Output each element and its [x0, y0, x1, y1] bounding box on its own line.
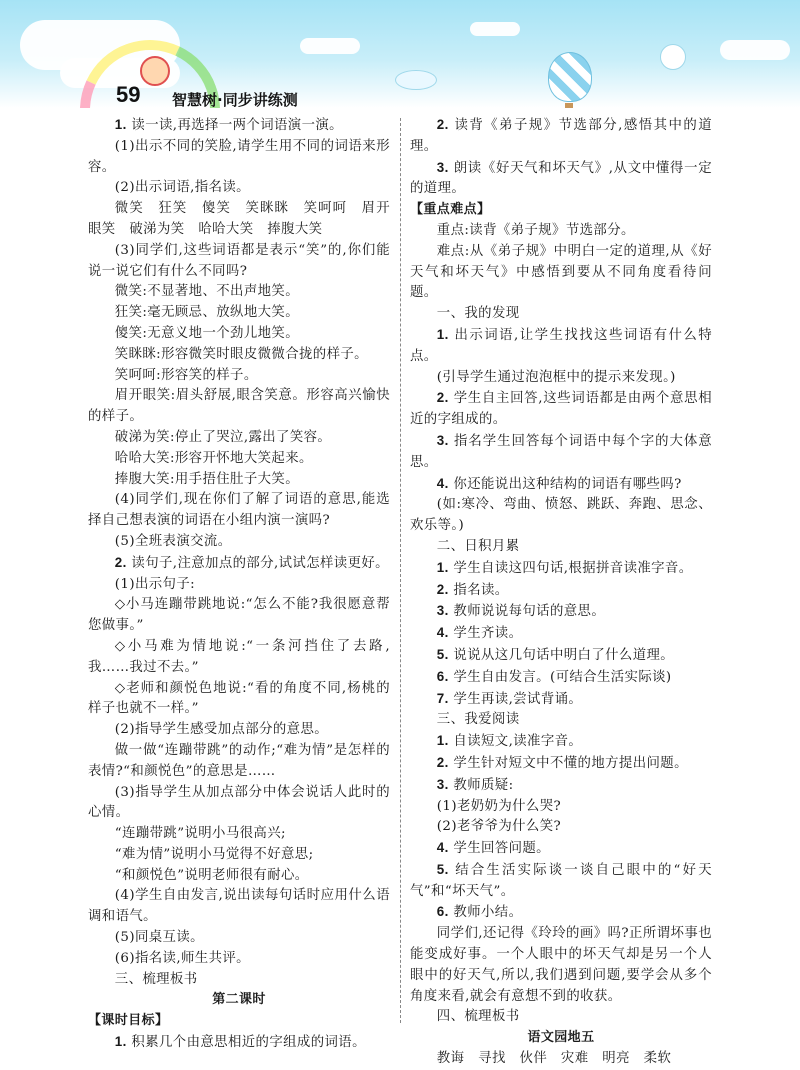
- cloud-decoration: [300, 38, 360, 54]
- paragraph-text: 同学们,还记得《玲玲的画》吗?正所谓坏事也能变成好事。一个人眼中的坏天气却是另一个人眼中的好天气,所以,我们遇到问题,要学会从多个角度来看,就会有意想不到的收获。: [410, 926, 712, 1004]
- paragraph: [410, 495, 712, 537]
- paragraph: [410, 775, 712, 797]
- paragraph-text: (2)指导学生感受加点部分的意思。: [114, 722, 329, 738]
- paragraph: [88, 241, 390, 283]
- paragraph: [410, 753, 712, 775]
- hot-air-balloon-illustration: [548, 52, 592, 102]
- paragraph-text: 捧腹大笑:用手捂住肚子大笑。: [114, 471, 299, 487]
- paragraph-text: 重点:读背《弟子规》节选部分。: [436, 222, 635, 238]
- paragraph-text: “连蹦带跳”说明小马很高兴;: [114, 826, 286, 842]
- paragraph: [410, 710, 712, 731]
- item-number: 3.: [436, 432, 449, 448]
- paragraph-text: ◇小马难为情地说:“一条河挡住了去路,我……我过不去。”: [88, 638, 390, 675]
- paragraph-text: 傻笑:无意义地一个劲儿地笑。: [114, 325, 299, 341]
- paragraph: [88, 303, 390, 324]
- item-number: 2.: [114, 554, 127, 570]
- section-heading: [410, 1028, 712, 1049]
- paragraph-text: ◇老师和颜悦色地说:“看的角度不同,杨桃的样子也就不一样。”: [88, 680, 390, 717]
- item-number: 2.: [436, 390, 449, 406]
- item-number: 2.: [436, 581, 449, 597]
- item-number: 3.: [436, 159, 449, 175]
- paragraph-text: 说说从这几句话中明白了什么道理。: [448, 647, 675, 663]
- paragraph-text: 指名学生回答每个词语中每个字的大体意思。: [410, 433, 712, 470]
- paragraph: [88, 345, 390, 366]
- paragraph-text: 积累几个由意思相近的字组成的词语。: [126, 1035, 366, 1051]
- paragraph: [88, 137, 390, 179]
- paragraph-text: 教师质疑:: [448, 777, 514, 793]
- paragraph: [410, 537, 712, 558]
- paragraph: [410, 115, 712, 158]
- paragraph: [410, 474, 712, 496]
- paragraph-text: (1)出示句子:: [114, 576, 196, 592]
- paragraph-text: 学生回答问题。: [448, 841, 550, 857]
- paragraph-text: 【课时目标】: [88, 1013, 169, 1029]
- paragraph: [88, 199, 390, 241]
- paragraph-text: 学生自读这四句话,根据拼音读准字音。: [448, 560, 693, 576]
- paragraph-text: (引导学生通过泡泡框中的提示来发现。): [436, 369, 676, 385]
- paragraph: [410, 558, 712, 580]
- paragraph-text: (2)出示词语,指名读。: [114, 180, 250, 196]
- paragraph-text: 出示词语,让学生找找这些词语有什么特点。: [410, 327, 712, 364]
- paragraph-text: 狂笑:毫无顾忌、放纵地大笑。: [114, 305, 299, 321]
- paragraph: [410, 731, 712, 753]
- paragraph: [88, 282, 390, 303]
- paragraph-text: 四、梳理板书: [436, 1009, 520, 1025]
- item-number: 1.: [436, 326, 449, 342]
- paragraph: [410, 601, 712, 623]
- bracket-heading: [410, 200, 712, 221]
- paragraph: [410, 645, 712, 667]
- item-number: 3.: [436, 603, 449, 619]
- paragraph: [410, 1007, 712, 1028]
- paragraph: [88, 720, 390, 741]
- paragraph: [88, 178, 390, 199]
- paragraph-text: 教诲 寻找 伙伴 灾难 明亮 柔软: [436, 1051, 672, 1067]
- paragraph: [88, 366, 390, 387]
- paragraph-text: (5)同桌互读。: [114, 930, 204, 946]
- paragraph-text: 笑呵呵:形容笑的样子。: [114, 367, 258, 383]
- item-number: 1.: [436, 733, 449, 749]
- paragraph-text: 学生再读,尝试背诵。: [448, 691, 583, 707]
- paragraph-text: ◇小马连蹦带跳地说:“怎么不能?我很愿意帮您做事。”: [88, 597, 390, 634]
- paragraph: [88, 928, 390, 949]
- paragraph-text: 学生齐读。: [448, 626, 523, 642]
- paragraph-text: 三、梳理板书: [114, 971, 198, 987]
- paragraph: [410, 242, 712, 304]
- paragraph-text: (1)出示不同的笑脸,请学生用不同的词语来形容。: [88, 138, 390, 175]
- item-number: 2.: [436, 754, 449, 770]
- paragraph: [410, 623, 712, 645]
- paragraph-text: 朗读《好天气和坏天气》,从文中懂得一定的道理。: [410, 160, 712, 197]
- paragraph: [88, 866, 390, 887]
- paragraph: [88, 115, 390, 137]
- paragraph-text: 读一读,再选择一两个词语演一演。: [126, 118, 343, 133]
- paragraph: [88, 679, 390, 721]
- paragraph: [410, 304, 712, 325]
- paragraph-text: (3)指导学生从加点部分中体会说话人此时的心情。: [88, 784, 390, 821]
- paragraph: [88, 470, 390, 491]
- paragraph: [88, 970, 390, 991]
- paragraph-text: 学生自由发言。(可结合生活实际谈): [448, 669, 672, 685]
- section-heading: [88, 990, 390, 1011]
- paragraph-text: (5)全班表演交流。: [114, 533, 232, 549]
- paragraph-text: (1)老奶奶为什么哭?: [436, 798, 562, 814]
- paragraph-text: 第二课时: [212, 992, 266, 1008]
- paragraph-text: 学生针对短文中不懂的地方提出问题。: [448, 755, 688, 771]
- paragraph: [88, 575, 390, 596]
- paragraph: [410, 797, 712, 818]
- paragraph-text: 眉开眼笑:眉头舒展,眼含笑意。形容高兴愉快的样子。: [88, 388, 390, 425]
- paragraph: [88, 783, 390, 825]
- paragraph-text: 教师说说每句话的意思。: [448, 604, 606, 620]
- paragraph: [88, 490, 390, 532]
- item-number: 1.: [436, 559, 449, 575]
- page-header-banner: [0, 0, 800, 108]
- item-number: 1.: [114, 117, 127, 132]
- paragraph: [88, 824, 390, 845]
- paragraph-text: 教师小结。: [448, 905, 523, 921]
- paragraph: [410, 388, 712, 431]
- paragraph-text: (4)同学们,现在你们了解了词语的意思,能选择自己想表演的词语在小组内演一演吗?: [88, 492, 390, 529]
- paragraph-text: (6)指名读,师生共评。: [114, 950, 250, 966]
- paragraph-text: 学生自主回答,这些词语都是由两个意思相近的字组成的。: [410, 391, 712, 428]
- paragraph: [410, 325, 712, 368]
- paragraph: [88, 637, 390, 679]
- page-number: 59: [116, 82, 141, 107]
- paragraph: [410, 689, 712, 711]
- paragraph-text: 做一做“连蹦带跳”的动作;“难为情”是怎样的表情?“和颜悦色”的意思是……: [88, 742, 390, 779]
- book-title: 智慧树·同步讲练测: [172, 91, 298, 108]
- paragraph: [88, 595, 390, 637]
- item-number: 6.: [436, 904, 449, 920]
- left-column: [88, 115, 390, 1054]
- child-illustration: [140, 56, 170, 86]
- paragraph-text: 自读短文,读准字音。: [448, 734, 583, 750]
- paragraph: [410, 221, 712, 242]
- paragraph: [410, 838, 712, 860]
- flying-fish-illustration: [395, 70, 437, 90]
- paragraph-text: “和颜悦色”说明老师很有耐心。: [114, 867, 309, 883]
- paragraph-text: 读背《弟子规》节选部分,感悟其中的道理。: [410, 118, 712, 154]
- paragraph-text: 微笑:不显著地、不出声地笑。: [114, 284, 299, 300]
- item-number: 7.: [436, 690, 449, 706]
- paragraph: [410, 817, 712, 838]
- paragraph-text: “难为情”说明小马觉得不好意思;: [114, 846, 314, 862]
- paragraph-text: 二、日积月累: [436, 538, 520, 554]
- paragraph-text: 三、我爱阅读: [436, 712, 520, 728]
- cloud-decoration: [470, 22, 520, 36]
- item-number: 4.: [436, 840, 449, 856]
- paragraph: [410, 1049, 712, 1070]
- paragraph-text: 哈哈大笑:形容开怀地大笑起来。: [114, 450, 313, 466]
- paragraph: [88, 449, 390, 470]
- paragraph: [410, 580, 712, 602]
- item-number: 5.: [436, 646, 449, 662]
- paragraph-text: 【重点难点】: [410, 202, 491, 218]
- paragraph: [410, 158, 712, 201]
- paragraph: [88, 949, 390, 970]
- paragraph-text: (2)老爷爷为什么笑?: [436, 819, 562, 835]
- column-divider: [400, 118, 401, 1023]
- paragraph-text: 破涕为笑:停止了哭泣,露出了笑容。: [114, 429, 332, 445]
- paragraph: [410, 667, 712, 689]
- item-number: 4.: [436, 475, 449, 491]
- paragraph: [88, 553, 390, 575]
- paragraph-text: (4)学生自由发言,说出读每句话时应用什么语调和语气。: [88, 888, 390, 925]
- paragraph-text: 难点:从《弟子规》中明白一定的道理,从《好天气和坏天气》中感悟到要从不同角度看待问题。: [410, 243, 712, 301]
- paragraph: [88, 845, 390, 866]
- sun-illustration: [660, 44, 686, 70]
- paragraph-text: 微笑 狂笑 傻笑 笑眯眯 笑呵呵 眉开眼笑 破涕为笑 哈哈大笑 捧腹大笑: [88, 201, 390, 237]
- balloon-basket: [565, 103, 573, 108]
- item-number: 4.: [436, 625, 449, 641]
- paragraph: [410, 860, 712, 903]
- paragraph: [88, 428, 390, 449]
- paragraph: [88, 386, 390, 428]
- cloud-decoration: [720, 40, 790, 60]
- paragraph: [88, 886, 390, 928]
- paragraph-text: 语文园地五: [527, 1030, 595, 1046]
- right-column: [410, 115, 712, 1070]
- paragraph-text: 读句子,注意加点的部分,试试怎样读更好。: [126, 555, 389, 571]
- item-number: 3.: [436, 776, 449, 792]
- paragraph-text: 你还能说出这种结构的词语有哪些吗?: [448, 476, 682, 492]
- paragraph: [88, 532, 390, 553]
- paragraph-text: 指名读。: [448, 582, 509, 598]
- item-number: 5.: [436, 861, 449, 877]
- item-number: 1.: [114, 1034, 127, 1050]
- paragraph: [410, 431, 712, 474]
- paragraph-text: (如:寒冷、弯曲、愤怒、跳跃、奔跑、思念、欢乐等。): [410, 497, 712, 534]
- paragraph: [410, 368, 712, 389]
- paragraph: [410, 902, 712, 924]
- paragraph-text: 笑眯眯:形容微笑时眼皮微微合拢的样子。: [114, 346, 368, 362]
- item-number: 6.: [436, 668, 449, 684]
- paragraph-text: 结合生活实际谈一谈自己眼中的“好天气”和“坏天气”。: [410, 862, 712, 899]
- item-number: 2.: [436, 117, 449, 132]
- paragraph: [88, 324, 390, 345]
- paragraph: [88, 1032, 390, 1054]
- paragraph: [410, 924, 712, 1007]
- paragraph-text: (3)同学们,这些词语都是表示“笑”的,你们能说一说它们有什么不同吗?: [88, 242, 390, 279]
- paragraph-text: 一、我的发现: [436, 306, 520, 322]
- paragraph: [88, 741, 390, 783]
